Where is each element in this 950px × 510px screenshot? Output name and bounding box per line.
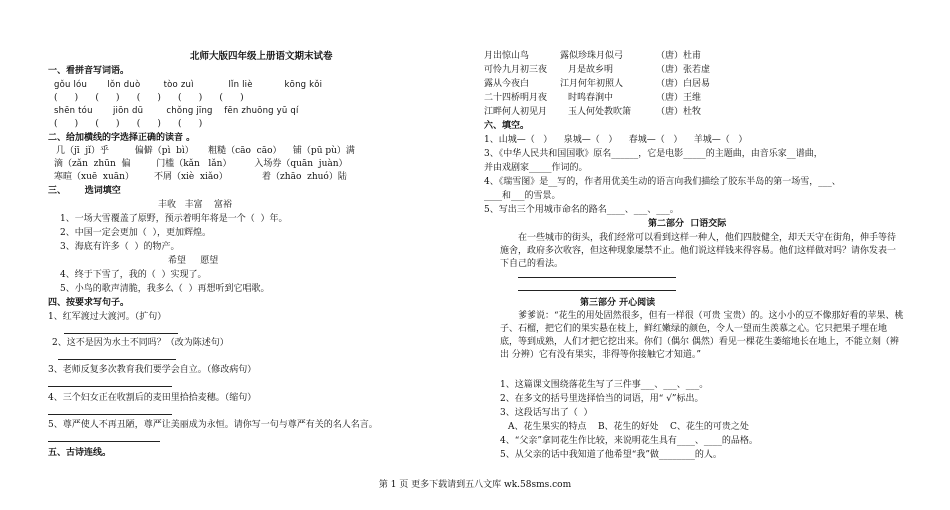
- part-2-heading: 第二部分 口语交际: [648, 219, 727, 229]
- exam-title: 北师大版四年级上册语文期末试卷: [190, 51, 333, 62]
- reading-question-5: 5、从父亲的话中我知道了他希望“我”做________的人。: [500, 450, 722, 460]
- reading-question-1: 1、这篇课文围绕落花生写了三件事___、___、___。: [500, 380, 709, 390]
- reading-question-4: 4、“父亲”拿同花生作比较，来说明花生具有____、____的品格。: [500, 436, 758, 446]
- poem-line-b: 时鸣春涧中: [568, 93, 614, 103]
- sentence-question-5: 5、尊严使人不再丑陋，尊严让美丽成为永恒。请你写一句与尊严有关的名人名言。: [48, 420, 378, 430]
- sentence-question-4: 4、三个妇女正在收割后的麦田里拾拾麦穗。（缩句）: [48, 393, 257, 403]
- poem-line-a: 月出惊山鸟: [484, 51, 530, 61]
- poem-line-b: 玉人何处教吹箫: [568, 107, 632, 117]
- poem-author: （唐）王维: [656, 93, 702, 103]
- fill-blank-5: 5、写出三个用城市命名的路名____、___、___。: [484, 205, 679, 215]
- poem-author: （唐）杜甫: [656, 51, 702, 61]
- section-4-heading: 四、按要求写句子。: [48, 298, 130, 308]
- fill-blank-3-line-2: 并由戏剧家_____作词的。: [484, 163, 588, 173]
- section-5-heading: 五、古诗连线。: [48, 448, 112, 458]
- fill-blank-4-line-1: 4、《瑞雪图》是__写的，作者用优美生动的语言向我们描绘了胶东半岛的第一场雪，___、: [484, 177, 841, 187]
- poem-line-b: 月是故乡明: [568, 65, 614, 75]
- pinyin-row-2: shēn tóu jiōn dū chǒng jīng fēn zhuōng yū qí: [54, 106, 299, 116]
- pronunciation-line-3: 寒暄（xuē xuān） 不屑（xiè xiǎo） 着（zhāo zhuó）陆: [54, 172, 347, 182]
- pronunciation-line-2: 滴（zǎn zhūn 偏 门槛（kǎn lǎn） 入场券（quān juàn）: [54, 159, 348, 169]
- poem-line-a: 露从今夜白: [484, 79, 530, 89]
- fill-question-5: 5、小鸟的歌声清脆，我多么（ ）再想听到它唱歌。: [60, 284, 270, 294]
- fill-question-4: 4、终于下雪了，我的（ ）实现了。: [60, 270, 207, 280]
- answer-line: [48, 386, 172, 387]
- pinyin-row-1: gǒu lóu lǒn duò tòo zuì lǐn liè kōng kǒi: [54, 80, 323, 90]
- word-choices-1: 丰收 丰富 富裕: [158, 200, 233, 210]
- section-6-heading: 六、填空。: [484, 121, 530, 131]
- poem-line-b: 江月何年初照人: [560, 79, 624, 89]
- reading-question-3-options: A、花生果实的特点 B、花生的好处 C、花生的可贵之处: [508, 422, 749, 432]
- answer-line: [48, 441, 160, 442]
- answer-line: [64, 333, 178, 334]
- sentence-question-2: 2、这不是因为水土不同吗？（改为陈述句）: [52, 338, 229, 348]
- poem-author: （唐）杜牧: [656, 107, 702, 117]
- answer-line: [48, 414, 172, 415]
- poem-line-a: 可怜九月初三夜: [484, 65, 548, 75]
- reading-passage: 爹爹说：“花生的用处固然很多，但有一样很（可贵 宝贵）的。这小小的豆不像那好看的苹果、桃子、石榴，把它们的果实悬在枝上，鲜红嫩绿的颜色，令人一望而生羡慕之心。它只把果子埋在地底，等到成熟，人们才把它挖出来。你们（偶尔 偶然）看见一棵花生萎缩地长在地上，不能立刻（辨出 分辨）它有没有果实，非得等你接触它才知道。”: [500, 311, 904, 360]
- section-2-heading: 二、给加横线的字选择正确的读音 。: [48, 133, 196, 143]
- poem-author: （唐）白居易: [656, 79, 711, 89]
- answer-line: [518, 277, 676, 278]
- fill-blank-3-line-1: 3、《中华人民共和国国歌》原名______，它是电影_____的主题曲，由音乐家__谱曲，: [484, 149, 823, 159]
- reading-question-3: 3、这段话写出了（ ）: [500, 408, 593, 418]
- answer-brackets-row-2: ( ) ( ) ( ) ( ): [54, 119, 203, 129]
- section-3-heading: 三、 选词填空: [48, 186, 121, 196]
- fill-blank-1: 1、山城—（ ） 泉城—（ ） 春城—（ ） 羊城—（ ）: [484, 135, 748, 145]
- poem-author: （唐）张若虚: [656, 65, 711, 75]
- answer-line: [518, 290, 676, 291]
- fill-question-1: 1、一场大雪覆盖了原野，预示着明年将是一个（ ）年。: [60, 214, 288, 224]
- fill-blank-4-line-2: ____和___的雪景。: [484, 191, 561, 201]
- pronunciation-line-1: 几（jī jǐ）乎 偏僻（pì bì） 粗糙（cāo cāo） 铺（pū pù）满: [56, 146, 355, 156]
- sentence-question-3: 3、老师反复多次教育我们要学会自立。（修改病句）: [48, 365, 257, 375]
- page-footer: 第 1 页 更多下载请到五八文库 wk.58sms.com: [378, 480, 572, 490]
- part-3-heading: 第三部分 开心阅读: [580, 298, 656, 308]
- poem-line-a: 江畔何人初见月: [484, 107, 548, 117]
- section-1-heading: 一、看拼音写词语。: [48, 66, 130, 76]
- fill-question-2: 2、中国一定会更加（ ），更加辉煌。: [60, 228, 211, 238]
- answer-brackets-row-1: ( ) ( ) ( ) ( ) ( ): [54, 93, 244, 103]
- reading-question-2: 2、在多文的括号里选择恰当的词语，用“ √”标出。: [500, 394, 704, 404]
- sentence-question-1: 1、红军渡过大渡河。（扩句）: [48, 312, 167, 322]
- fill-question-3: 3、海底有许多（ ）的物产。: [60, 242, 180, 252]
- part-2-prompt: 在一些城市的街头，我们经常可以看到这样一种人，他们四肢健全，却天天守在街角，伸手等待施舍，政府多次收容，但这种现象屡禁不止。他们说这样钱来得容易。他们这样做对吗？请你发表一下自己的看法。: [500, 233, 897, 269]
- word-choices-2: 希望 愿望: [168, 256, 219, 266]
- poem-line-a: 二十四桥明月夜: [484, 93, 548, 103]
- poem-line-b: 露似珍珠月似弓: [560, 51, 624, 61]
- answer-line: [58, 359, 176, 360]
